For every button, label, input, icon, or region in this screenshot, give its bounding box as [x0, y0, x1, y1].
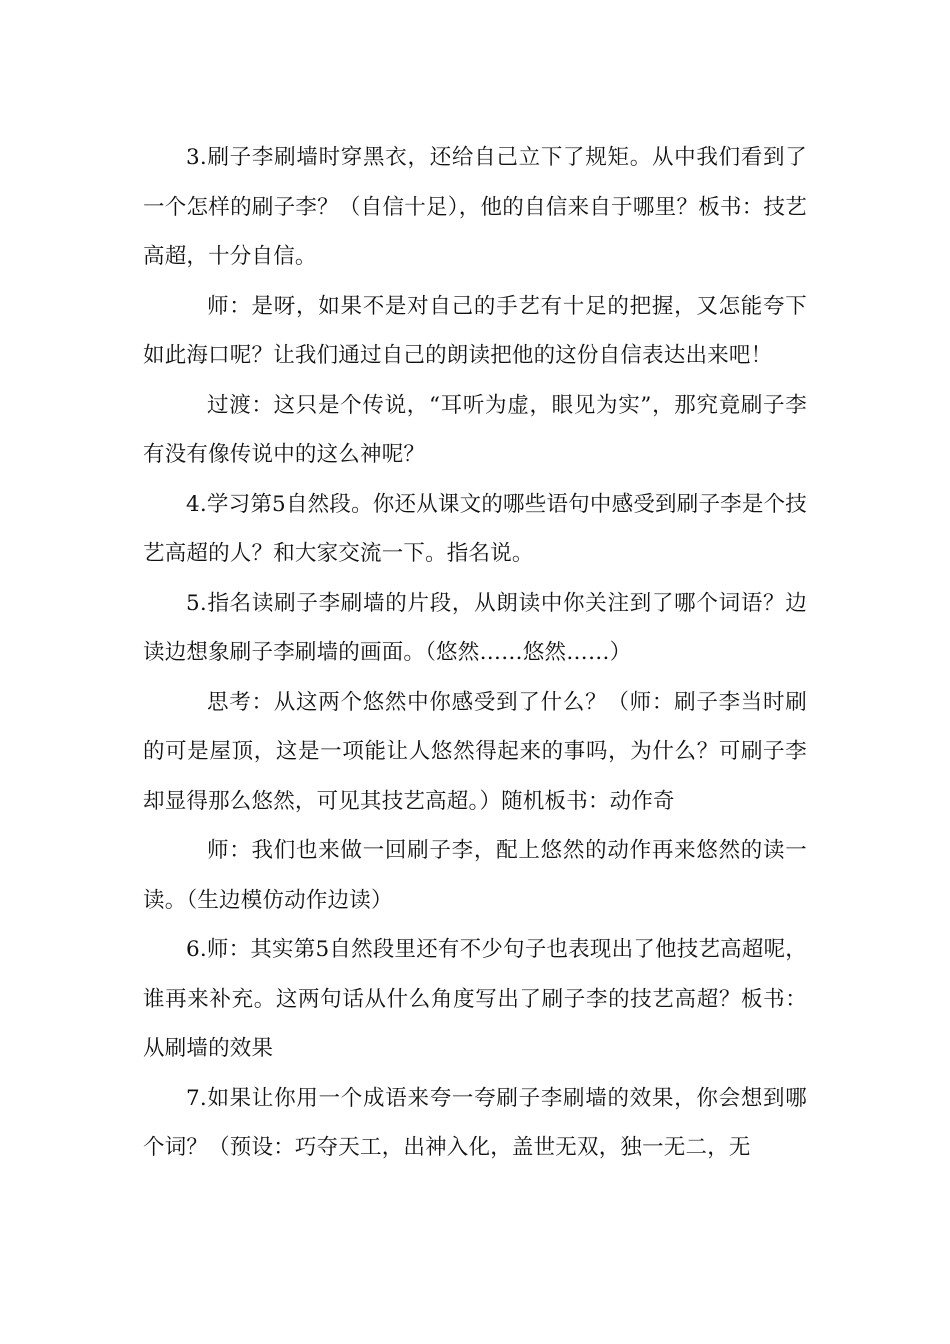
document-body: [143, 133, 807, 1173]
paragraph-item-5: 5.指名读刷子李刷墙的片段，从朗读中你关注到了哪个词语？边读边想象刷子李刷墙的画面。（悠然……悠然……）: [143, 590, 807, 665]
paragraph-teacher-confidence: 师：是呀，如果不是对自己的手艺有十足的把握，又怎能夸下如此海口呢？让我们通过自己的朗读把他的这份自信表达出来吧！: [143, 293, 807, 368]
paragraph-item-6: 6.师：其实第5自然段里还有不少句子也表现出了他技艺高超呢，谁再来补充。这两句话从什么角度写出了刷子李的技艺高超？板书：从刷墙的效果: [143, 937, 807, 1061]
paragraph-item-7: 7.如果让你用一个成语来夸一夸刷子李刷墙的效果，你会想到哪个词？（预设：巧夺天工，出神入化，盖世无双，独一无二，无: [143, 1085, 807, 1160]
paragraph-teacher-imitate: 师：我们也来做一回刷子李，配上悠然的动作再来悠然的读一读。（生边模仿动作边读）: [143, 838, 807, 913]
paragraph-item-4: 4.学习第5自然段。你还从课文的哪些语句中感受到刷子李是个技艺高超的人？和大家交流一下。指名说。: [143, 491, 807, 566]
paragraph-thinking: 思考：从这两个悠然中你感受到了什么？（师：刷子李当时刷的可是屋顶，这是一项能让人悠然得起来的事吗，为什么？可刷子李却显得那么悠然，可见其技艺高超。）随机板书：动作奇: [143, 689, 807, 814]
paragraph-transition: 过渡：这只是个传说，“耳听为虚，眼见为实”，那究竟刷子李有没有像传说中的这么神呢？: [143, 392, 807, 467]
paragraph-item-3: 3.刷子李刷墙时穿黑衣，还给自己立下了规矩。从中我们看到了一个怎样的刷子李？（自信十足），他的自信来自于哪里？板书：技艺高超，十分自信。: [143, 145, 807, 269]
